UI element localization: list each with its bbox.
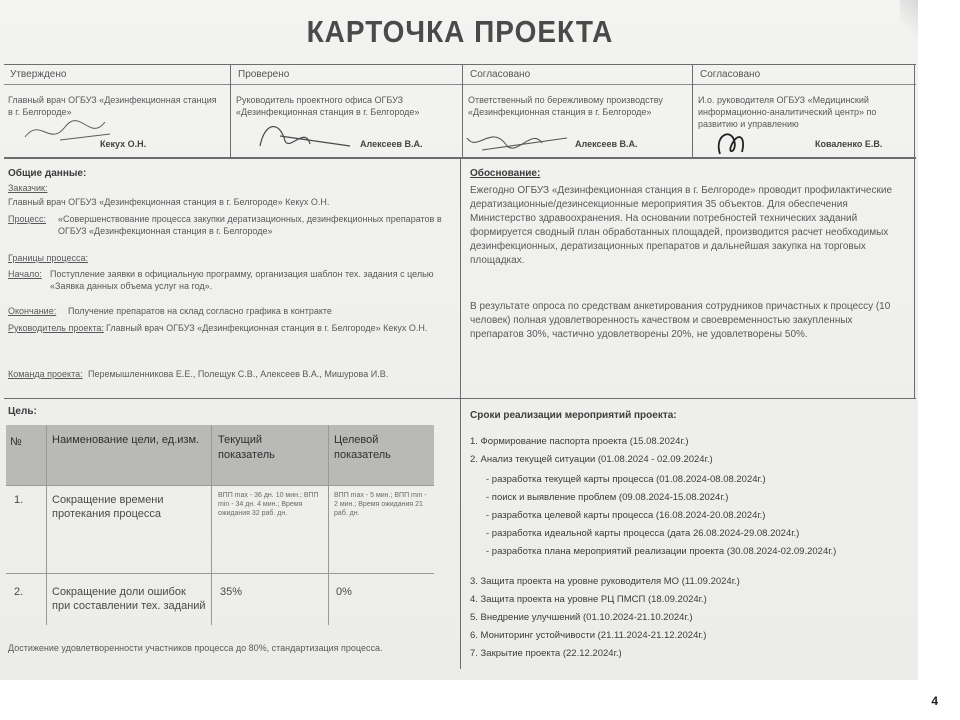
timeline-item: 7. Закрытие проекта (22.12.2024г.) bbox=[470, 648, 622, 659]
timeline-item: 5. Внедрение улучшений (01.10.2024-21.10.2024г.) bbox=[470, 612, 693, 623]
approval-name-checked: Алексеев В.А. bbox=[360, 139, 423, 149]
goal-row-2-current: 35% bbox=[220, 586, 243, 598]
signature-3-icon bbox=[462, 118, 572, 158]
approval-text-checked: Руководитель проектного офиса ОГБУЗ «Дезинфекционная станция в г. Белгороде» bbox=[236, 95, 420, 117]
goal-col-divider-3 bbox=[328, 425, 329, 625]
page-number: 4 bbox=[931, 694, 938, 708]
team-text: Перемышленникова Е.Е., Полещук С.В., Алексеев В.А., Мишурова И.В. bbox=[88, 369, 389, 379]
goal-row-divider-2 bbox=[6, 573, 434, 574]
timeline-subitem: - разработка плана мероприятий реализации проекта (30.08.2024-02.09.2024г.) bbox=[486, 546, 837, 557]
rationale-heading: Обоснование: bbox=[470, 168, 541, 179]
goal-header-num: № bbox=[10, 436, 22, 448]
goal-header-name: Наименование цели, ед.изм. bbox=[52, 434, 200, 446]
signature-1-icon bbox=[20, 112, 140, 152]
approval-header-agreed-2: Согласовано bbox=[700, 69, 761, 80]
goal-row-2-name: Сокращение доли ошибок при составлении тех. заданий bbox=[52, 586, 206, 612]
approval-text-agreed-2: И.о. руководителя ОГБУЗ «Медицинский информационно-аналитический центр» по развитию и управлению bbox=[698, 95, 877, 129]
rationale-paragraph-1: Ежегодно ОГБУЗ «Дезинфекционная станция в г. Белгороде» проводит профилактические дератизационные/дезинсекционные мероприятия 35 объектов. Для обеспечения Министерство здравоохранения. На основании потребностей технических заданий формируется сводный план обработанных площадей, производится расчет необходимых дезинфекционных, дератизационных препаратов и дальнейшая закупка на торговых площадках. bbox=[470, 185, 893, 266]
approval-header-agreed-1: Согласовано bbox=[470, 69, 531, 80]
goal-row-1-current: ВПП max - 36 дн. 10 мин.; ВПП min - 34 дн. 4 мин.; Время ожидания 32 раб. дн. bbox=[218, 492, 319, 517]
goal-row-divider-1 bbox=[6, 485, 434, 486]
timeline-item: 6. Мониторинг устойчивости (21.11.2024-21.12.2024г.) bbox=[470, 630, 707, 641]
timeline-item: 1. Формирование паспорта проекта (15.08.2024г.) bbox=[470, 436, 689, 447]
goal-header-current: Текущий показатель bbox=[218, 434, 275, 461]
approval-header-approved: Утверждено bbox=[10, 69, 67, 80]
signature-4-icon bbox=[712, 126, 752, 160]
goal-col-divider-1 bbox=[46, 425, 47, 625]
approval-header-checked: Проверено bbox=[238, 69, 290, 80]
approval-name-agreed-2: Коваленко Е.В. bbox=[815, 139, 883, 149]
middle-divider bbox=[460, 159, 461, 399]
goal-label: Цель: bbox=[8, 406, 37, 417]
approval-name-agreed-1: Алексеев В.А. bbox=[575, 139, 638, 149]
signature-2-icon bbox=[250, 116, 360, 156]
page-title: КАРТОЧКА ПРОЕКТА bbox=[306, 14, 614, 49]
timeline-item: 3. Защита проекта на уровне руководителя МО (11.09.2024г.) bbox=[470, 576, 740, 587]
timeline-subitem: - разработка идеальной карты процесса (дата 26.08.2024-29.08.2024г.) bbox=[486, 528, 800, 539]
timeline-item: 2. Анализ текущей ситуации (01.08.2024 - 02.09.2024г.) bbox=[470, 454, 713, 465]
approval-text-agreed-1: Ответственный по бережливому производству «Дезинфекционная станция в г. Белгороде» bbox=[468, 95, 663, 117]
start-label: Начало: bbox=[8, 269, 42, 279]
approval-name-approved: Кекух О.Н. bbox=[100, 139, 147, 149]
approvals-header-border bbox=[4, 84, 916, 85]
customer-label: Заказчик: bbox=[8, 183, 48, 193]
goal-header-target: Целевой показатель bbox=[334, 434, 391, 461]
goal-table bbox=[6, 425, 434, 640]
approval-text-approved: Главный врач ОГБУЗ «Дезинфекционная станция в г. Белгороде» bbox=[8, 95, 217, 117]
timeline-subitem: - разработка целевой карты процесса (16.08.2024-20.08.2024г.) bbox=[486, 510, 766, 521]
goal-row-1-name: Сокращение времени протекания процесса bbox=[52, 494, 164, 520]
end-label: Окончание: bbox=[8, 306, 57, 316]
slide-bottom-margin bbox=[0, 680, 960, 720]
process-text: «Совершенствование процесса закупки дератизационных, дезинфекционных препаратов в ОГБУЗ «Дезинфекционная станция в г. Белгороде» bbox=[58, 214, 442, 236]
lead-label: Руководитель проекта: bbox=[8, 323, 104, 333]
lead-text: Главный врач ОГБУЗ «Дезинфекционная станция в г. Белгороде» Кекух О.Н. bbox=[106, 323, 428, 333]
timeline-subitem: - поиск и выявление проблем (09.08.2024-15.08.2024г.) bbox=[486, 492, 729, 503]
start-text: Поступление заявки в официальную программу, организация шаблон тех. задания с целью «Заявка данных объема услуг на год». bbox=[50, 269, 434, 291]
goal-row-2-num: 2. bbox=[14, 586, 24, 598]
end-text: Получение препаратов на склад согласно графика в контракте bbox=[68, 306, 332, 316]
customer-text: Главный врач ОГБУЗ «Дезинфекционная станция в г. Белгороде» Кекух О.Н. bbox=[8, 197, 330, 207]
timeline-heading: Сроки реализации мероприятий проекта: bbox=[470, 410, 677, 421]
approvals-divider-1 bbox=[230, 64, 231, 159]
bounds-label: Границы процесса: bbox=[8, 253, 88, 263]
approvals-top-border bbox=[4, 64, 916, 65]
rationale-paragraph-2: В результате опроса по средствам анкетирования сотрудников причастных к процессу (10 человек) полная удовлетворенность качеством и своевременностью закупленных препаратов 30%, частично удовлетворены 20%, не удовлетворены 50%. bbox=[470, 301, 891, 340]
timeline-subitem: - разработка текущей карты процесса (01.08.2024-08.08.2024г.) bbox=[486, 474, 766, 485]
slide-right-margin bbox=[918, 0, 960, 720]
process-label: Процесс: bbox=[8, 214, 47, 224]
approvals-divider-3 bbox=[692, 64, 693, 159]
goal-footer: Достижение удовлетворенности участников процесса до 80%, стандартизация процесса. bbox=[8, 643, 383, 653]
bottom-divider bbox=[460, 399, 461, 669]
goal-row-1-target: ВПП max - 5 мин.; ВПП min - 2 мин.; Время ожидания 21 раб. дн. bbox=[334, 492, 427, 517]
goal-row-1-num: 1. bbox=[14, 494, 24, 506]
middle-right-border bbox=[914, 159, 915, 399]
timeline-item: 4. Защита проекта на уровне РЦ ПМСП (18.09.2024г.) bbox=[470, 594, 707, 605]
team-label: Команда проекта: bbox=[8, 369, 83, 379]
approvals-right-border bbox=[914, 64, 915, 159]
goal-col-divider-2 bbox=[211, 425, 212, 625]
goal-row-2-target: 0% bbox=[336, 586, 352, 598]
general-heading: Общие данные: bbox=[8, 168, 87, 179]
